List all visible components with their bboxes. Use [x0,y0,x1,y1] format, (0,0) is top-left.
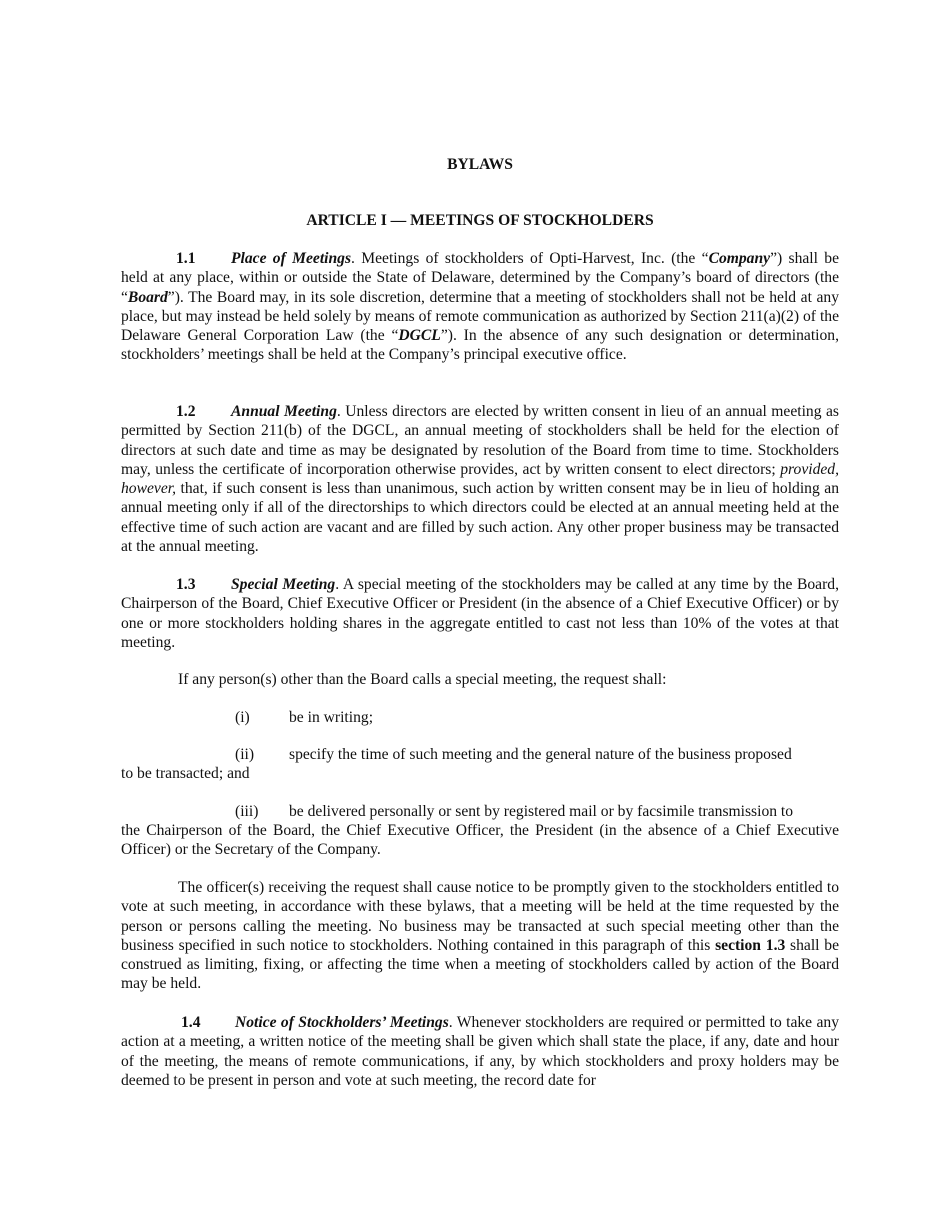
section-text: shall be construed as limiting, fixing, or affecting the time when a meeting of stockholders called by action of the Board may be held. [121,936,840,993]
section-text: ”). In the absence of any such designation or determination, stockholders’ meetings shall be held at the Company’s principal executive office. [121,327,839,364]
section-text: . A special meeting of the stockholders may be called at any time by the Board, Chairperson of the Board, Chief Executive Officer or President (in the absence of a Chief Executive Officer) or by one or more stockholders holding shares in the aggregate entitled to cast not less than 10% of the votes at that meeting. [121,576,839,651]
section-reference: section 1.3 [715,936,786,954]
list-item-text: be delivered personally or sent by registered mail or by facsimile transmission to [289,803,794,820]
section-number: 1.2 [176,403,196,420]
list-item-continuation: to be transacted; and [121,765,250,782]
proviso-text: provided, however, [121,460,839,498]
request-intro-text: If any person(s) other than the Board calls a special meeting, the request shall: [178,671,667,688]
section-heading: Place of Meetings [231,250,352,267]
section-text: ”) shall be held at any place, within or outside the State of Delaware, determined by the Company’s board of directors (the “ [121,250,839,306]
section-1-4 [121,1013,839,1090]
section-text: ”). The Board may, in its sole discretion, determine that a meeting of stockholders shall not be held at any place, but may instead be held solely by means of remote communication as authorized by Section 211(a)(2) of the Delaware General Corporation Law (the “ [121,288,839,345]
section-text: . Meetings of stockholders of Opti-Harvest, Inc. (the “ [351,250,709,267]
section-text: that, if such consent is less than unanimous, such action by written consent may be in lieu of holding an annual meeting only if all of the directorships to which directors could be elected at an annual meeting held at the effective time of such action are vacant and are filled by such action. Any other proper business may be transacted at the annual meeting. [121,480,839,556]
section-number: 1.1 [176,250,196,267]
list-item-text: be in writing; [289,709,374,726]
section-text: . Whenever stockholders are required or permitted to take any action at a meeting, a written notice of the meeting shall be given which shall state the place, if any, date and hour of the meeting, the means of remote communications, if any, by which stockholders and proxy holders may be deemed to be present in person and vote at such meeting, the record date for [121,1014,839,1089]
section-number: 1.4 [181,1014,201,1031]
list-item-label: (ii) [235,746,255,763]
section-text: The officer(s) receiving the request shall cause notice to be promptly given to the stockholders entitled to vote at such meeting, in accordance with these bylaws, that a meeting will be held at the time requested by the person or persons calling the meeting. No business may be transacted at such special meeting other than the business specified in such notice to stockholders. Nothing contained in this paragraph of this [121,879,839,954]
defined-term: Board [127,288,168,306]
section-heading: Notice of Stockholders’ Meetings [235,1014,449,1031]
article-heading: ARTICLE I — MEETINGS OF STOCKHOLDERS [306,212,654,229]
defined-term: Company [708,250,771,267]
section-heading: Annual Meeting [231,403,337,420]
list-item-label: (i) [235,709,250,726]
defined-term: DGCL [398,327,441,345]
officer-paragraph [121,878,839,994]
list-item-label: (iii) [235,803,259,820]
list-item-continuation: the Chairperson of the Board, the Chief Executive Officer, the President (in the absence of a Chief Executive Officer) or the Secretary of the Company. [121,822,839,859]
section-heading: Special Meeting [231,576,336,593]
request-intro [121,670,839,689]
list-item-text: specify the time of such meeting and the general nature of the business proposed [289,746,792,763]
section-1-2 [121,402,839,556]
section-number: 1.3 [176,576,196,593]
document-title: BYLAWS [447,156,513,173]
section-1-1 [121,249,839,365]
section-text: . Unless directors are elected by written consent in lieu of an annual meeting as permitted by Section 211(b) of the DGCL, an annual meeting of stockholders shall be held for the election of directors at such date and time as may be designated by resolution of the Board from time to time. Stockholders may, unless the certificate of incorporation otherwise provides, act by written consent to elect directors; [121,403,839,478]
section-1-3 [121,575,839,652]
